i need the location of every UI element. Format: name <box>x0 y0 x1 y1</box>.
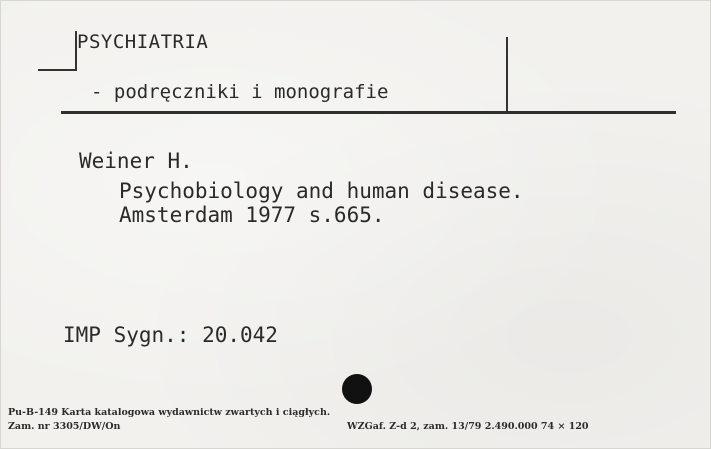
header-bracket-horizontal-rule <box>38 69 77 71</box>
entry-imprint: Amsterdam 1977 s.665. <box>119 203 385 227</box>
header-right-vertical-rule <box>506 37 508 113</box>
footer-form-line: Pu-B-149 Karta katalogowa wydawnictw zwartych i ciągłych. <box>8 407 331 418</box>
entry-title: Psychobiology and human disease. <box>119 179 524 203</box>
footer-printer-line: WZGaf. Z-d 2, zam. 13/79 2.490.000 74 × 120 <box>347 421 589 432</box>
subject-subheading: - podręczniki i monografie <box>91 81 389 103</box>
footer-order-line: Zam. nr 3305/DW/On <box>8 421 121 432</box>
header-divider-rule <box>61 111 676 114</box>
subject-heading: PSYCHIATRIA <box>77 31 209 53</box>
call-number: IMP Sygn.: 20.042 <box>63 323 278 347</box>
punch-hole <box>342 374 372 404</box>
entry-author: Weiner H. <box>79 149 193 173</box>
